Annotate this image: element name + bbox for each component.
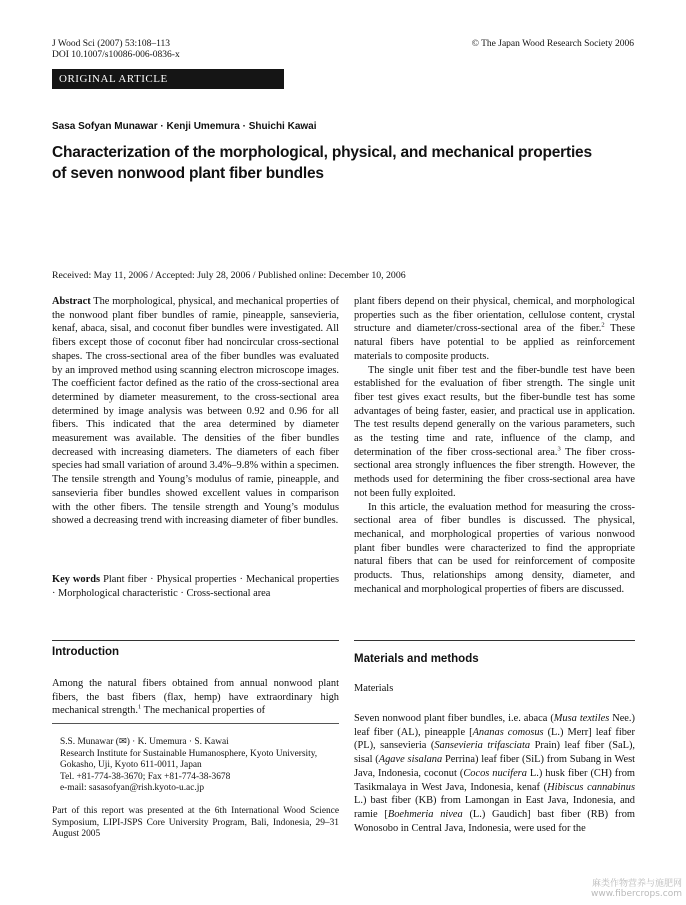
watermark [591,879,682,899]
abstract [52,295,339,528]
intro-text: Among the natural fibers obtained from annual nonwood plant fibers, the bast fibers (flax, hemp) have extraordinary high mechanical strength. [52,678,339,717]
paragraph-text: In this article, the evaluation method for measuring the cross-sectional area of fiber bundles is discussed. The physical, mechanical, and morphological properties of various nonwood plant fiber bundles were characterized to find the appropriate natural fibers that can be used for reinforcement of composite products. Thus, relationships among density, diameter, and mechanical and morphological properties of fibers are discussed. [354,501,635,595]
affiliation-line-2: Gokasho, Uji, Kyoto 611-0011, Japan [60,760,202,771]
methods-heading: Materials and methods [354,653,479,665]
paragraph-text: The fiber cross-sectional area strongly influences the fiber strength. However, the methods used for determining the fiber cross-sectional area have not been fully exploited. [354,446,635,499]
section-rule [52,640,339,641]
affiliation-line-1: Research Institute for Sustainable Humanosphere, Kyoto University, [60,748,318,759]
right-column [354,295,635,596]
materials-paragraph: Seven nonwood plant fiber bundles, i.e. abaca (Musa textiles Nee.) leaf fiber (AL), pineapple [Ananas comosus (L.) Merr] leaf fiber (PL), sansevieria (Sansevieria trifasciata Prain) leaf fiber (SaL), sisal (Agave sisalana Perrina) leaf fiber (SiL) from Subang in West Java, Indonesia, coconut (Cocos nucifera L.) husk fiber (CH) from Tasikmalaya in West Java, Indonesia, kenaf (Hibiscus cannabinus L.) bast fiber (KB) from Lamongan in East Java, Indonesia, and ramie [Boehmeria nivea (L.) Gaudich] bast fiber (RB) from Wonosobo in Central Java, Indonesia, were used for the [354,713,636,834]
keywords [52,573,339,600]
title-line-2: of seven nonwood plant fiber bundles [52,165,324,182]
paragraph-text: These natural fibers have potential to be applied as reinforcement materials to composite products. [354,323,635,362]
watermark-line-2: www.fibercrops.com [591,889,682,899]
affiliation-line-3: Tel. +81-774-38-3670; Fax +81-774-38-3678 [60,771,231,782]
journal-citation: J Wood Sci (2007) 53:108–113 [52,39,170,49]
doi: DOI 10.1007/s10086-006-0836-x [52,50,180,60]
publication-dates: Received: May 11, 2006 / Accepted: July 28, 2006 / Published online: December 10, 2006 [52,270,406,281]
intro-text-end: The mechanical properties of [141,705,266,717]
introduction-heading: Introduction [52,646,120,658]
abstract-label: Abstract [52,296,91,307]
watermark-line-1: 麻类作物营养与施肥网 [591,879,682,889]
abstract-text: The morphological, physical, and mechanical properties of the nonwood plant fiber bundles of ramie, pineapple, sansevieria, kenaf, abaca, sisal, and coconut fiber bundles were investigated. All fibers except those of coconut fiber had noncircular cross-sectional shapes. The cross-sectional area of the fiber bundles was evaluated by an improved method using scanning electron microscope images. The coefficient factor defined as the ratio of the cross-sectional area determined by diameter measurement, to the cross-sectional area determined by image analysis was between 0.92 and 0.96 for all fibers. This indicated that the area determined by diameter measurement was available. The densities of the fiber bundles decreased with increasing diameters. The diameters of each fiber species had small variation of around 3.4%–9.8% within a specimen. The tensile strength and Young’s modulus of ramie, pineapple, and sansevieria fiber bundles showed excellent values in comparison with the other fibers. The tensile strength and Young’s modulus showed a decreasing trend with increasing diameter of fiber bundles. [52,296,339,527]
article-type-badge: ORIGINAL ARTICLE [52,69,284,89]
author-list: Sasa Sofyan Munawar · Kenji Umemura · Shuichi Kawai [52,121,317,132]
affiliation-block [60,737,344,795]
citation-marker: 2 [601,321,605,329]
affiliation-line-4: e-mail: sasasofyan@rish.kyoto-u.ac.jp [60,783,205,794]
materials-subheading: Materials [354,683,394,694]
keywords-label: Key words [52,574,101,585]
keywords-text: Plant fiber · Physical properties · Mechanical properties · Morphological characteristic · Cross-sectional area [52,574,339,599]
citation-marker: 3 [557,445,561,453]
section-rule [354,640,635,641]
citation-marker: 1 [137,703,142,711]
paragraph-text: plant fibers depend on their physical, chemical, and morphological properties such as the fiber orientation, cellulose content, crystal structure and diameter/cross-sectional area of the fiber. [354,296,635,335]
title-line-1: Characterization of the morphological, physical, and mechanical properties [52,144,592,161]
copyright: © The Japan Wood Research Society 2006 [471,39,634,49]
article-title [52,142,652,184]
introduction-paragraph [52,677,339,718]
affiliation-names: S.S. Munawar (✉) · K. Umemura · S. Kawai [60,737,229,747]
paragraph-text: The single unit fiber test and the fiber-bundle test have been established for the evaluation of fiber strength. The single unit fiber test gives exact results, but the fiber-bundle test has some advantages of being faster, easier, and practical use in application. The test results depend generally on the various parameters, such as the testing time and rate, influence of the clamp, and determination of the fiber cross-sectional area. [354,364,635,458]
presentation-footnote: Part of this report was presented at the 6th International Wood Science Symposium, LIPI-JSPS Core University Program, Bali, Indonesia, 29–31 August 2005 [52,806,339,840]
affiliation-rule [52,723,339,724]
